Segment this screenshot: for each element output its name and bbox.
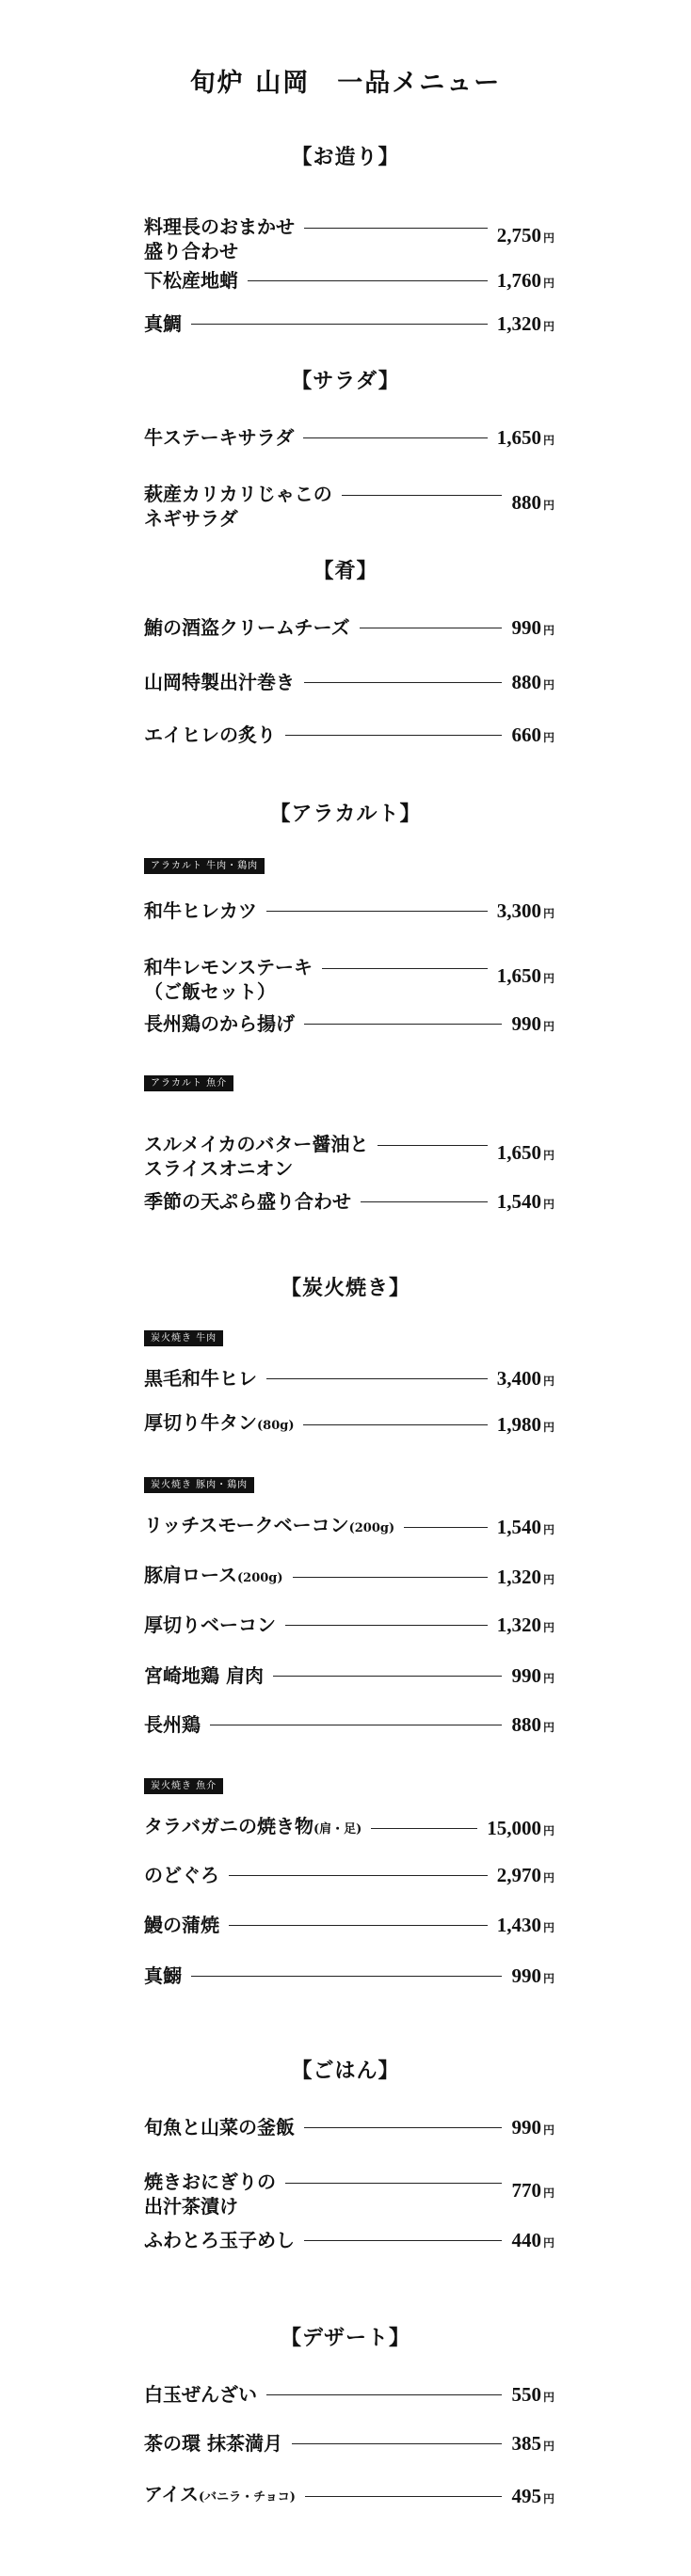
price-value: 3,300 [496,898,541,922]
yen-unit: 円 [542,1920,554,1934]
item-note: (肩・足) [313,1822,362,1837]
item-name [144,425,294,450]
price-value: 1,540 [496,1515,541,1538]
item-name-line: 和牛ヒレカツ [144,899,257,922]
leader-line [285,1625,488,1626]
item-price [497,1516,554,1539]
leader-line [285,2183,502,2184]
item-price [497,899,554,923]
category-badge: 炭火焼き 魚介 [144,1778,223,1794]
price-value: 1,320 [496,1613,541,1636]
item-note: (200g) [348,1521,395,1535]
menu-item [144,425,554,450]
section-title: 【デザート】 [280,2326,410,2350]
item-name [144,1814,362,1842]
item-price [511,1964,554,1988]
menu-item [144,268,554,293]
item-name [144,1563,283,1591]
item-name [144,1712,201,1737]
yen-unit: 円 [542,1620,554,1634]
item-price [511,2383,554,2407]
leader-line [266,2394,502,2395]
leader-line [304,1024,502,1025]
leader-line [322,968,488,969]
item-price [511,2229,554,2252]
category-badge: 炭火焼き 豚肉・鶏肉 [144,1477,254,1493]
item-price [497,1141,554,1165]
item-price [487,1817,554,1840]
item-name [144,2115,295,2139]
item-name-line: 季節の天ぷら盛り合わせ [144,1190,351,1213]
leader-line [229,1875,488,1876]
price-value: 770 [511,2179,541,2202]
item-name-line: リッチスモークベーコン [144,1514,349,1536]
leader-line [304,2240,502,2241]
item-name [144,1913,219,1937]
category-badge: アラカルト 牛肉・鶏肉 [144,858,265,874]
item-price [497,426,554,450]
leader-line [292,2443,503,2444]
menu-item [144,1663,554,1688]
item-price [497,1566,554,1589]
item-price [511,491,554,515]
yen-unit: 円 [542,1019,554,1033]
item-price [511,724,554,747]
item-price [497,1367,554,1391]
price-value: 440 [511,2228,541,2251]
yen-unit: 円 [542,1374,554,1388]
item-name [144,615,350,640]
menu-item [144,1814,554,1842]
category-badge: アラカルト 魚介 [144,1075,233,1091]
item-name [144,2382,257,2407]
leader-line [305,2496,503,2497]
item-name [144,1011,295,1036]
yen-unit: 円 [542,1522,554,1536]
section-title: 【ごはん】 [291,2059,400,2083]
item-name [144,955,313,1004]
item-name-line: 真鯛 [144,312,182,335]
item-note: (80g) [257,1419,295,1433]
yen-unit: 円 [542,1720,554,1734]
item-name-line: 料理長のおまかせ [144,215,295,238]
menu-item [144,1563,554,1591]
menu-item [144,1964,554,1988]
item-name [144,1366,257,1391]
section-title: 【アラカルト】 [269,802,422,826]
item-name-line: 豚肩ロース [144,1564,237,1586]
menu-item [144,1913,554,1937]
item-name-line: 萩産カリカリじゃこの [144,483,332,505]
price-value: 1,650 [496,964,541,987]
menu-item [144,1132,554,1181]
menu-item [144,2170,554,2218]
item-name [144,670,295,694]
price-value: 990 [511,1011,541,1035]
item-price [511,1664,554,1688]
item-price [497,312,554,336]
price-value: 990 [511,2115,541,2139]
yen-unit: 円 [542,276,554,290]
leader-line [285,735,502,736]
item-name-line: 鰻の蒲焼 [144,1914,219,1936]
price-value: 1,980 [496,1412,541,1436]
price-value: 880 [511,491,541,514]
section-title: 【サラダ】 [291,369,400,393]
yen-unit: 円 [542,2439,554,2453]
item-name [144,1132,368,1181]
yen-unit: 円 [542,2123,554,2137]
item-name-line: 長州鶏のから揚げ [144,1012,295,1035]
yen-unit: 円 [542,1823,554,1837]
item-price [497,1914,554,1937]
yen-unit: 円 [542,231,554,245]
yen-unit: 円 [542,1420,554,1434]
item-price [511,671,554,694]
item-name [144,1513,394,1541]
category-badge: 炭火焼き 牛肉 [144,1330,223,1346]
item-name-line2: 盛り合わせ [144,240,238,262]
leader-line [304,2127,502,2128]
leader-line [293,1577,488,1578]
item-name-line2: （ご飯セット） [144,980,276,1003]
menu-item [144,1712,554,1737]
item-name-line: 黒毛和牛ヒレ [144,1367,257,1390]
item-name-line: 牛ステーキサラダ [144,426,295,449]
item-name-line: 焼きおにぎりの [144,2171,276,2193]
price-value: 495 [511,2484,541,2507]
item-price [497,269,554,293]
leader-line [273,1676,503,1677]
leader-line [371,1828,477,1829]
price-value: 990 [511,1964,541,1987]
item-name-line: 旬魚と山菜の釜飯 [144,2116,295,2139]
item-price [497,1864,554,1887]
item-name-line: 真鰯 [144,1964,182,1987]
item-price [497,1413,554,1437]
section-title: 【お造り】 [291,145,400,169]
menu-item [144,2431,554,2456]
item-name [144,1964,182,1988]
menu-item [144,955,554,1004]
yen-unit: 円 [542,730,554,744]
price-value: 880 [511,670,541,693]
item-name [144,268,238,293]
item-price [511,1012,554,1036]
leader-line [304,682,502,683]
item-name-line: 山岡特製出汁巻き [144,671,295,693]
yen-unit: 円 [542,1870,554,1884]
item-price [497,964,554,988]
section-title: 【肴】 [313,559,378,583]
leader-line [342,495,503,496]
yen-unit: 円 [542,319,554,333]
item-name [144,1613,276,1637]
yen-unit: 円 [542,499,554,512]
item-name-line: 宮崎地鶏 肩肉 [144,1664,264,1687]
menu-item [144,615,554,640]
menu-item [144,2115,554,2139]
item-name-line: スルメイカのバター醤油と [144,1133,369,1155]
menu-item [144,670,554,694]
item-price [497,1190,554,1214]
price-value: 1,320 [496,311,541,335]
price-value: 990 [511,1663,541,1687]
yen-unit: 円 [542,1197,554,1211]
leader-line [191,1976,502,1977]
item-price [511,1713,554,1737]
item-name-line: ふわとろ玉子めし [144,2229,295,2251]
leader-line [361,1201,488,1202]
leader-line [266,911,488,912]
item-name-line: 下松産地蛸 [144,269,238,292]
leader-line [248,280,488,281]
price-value: 3,400 [496,1366,541,1390]
item-name [144,1410,294,1439]
menu-item [144,1189,554,1214]
item-name [144,1863,219,1887]
yen-unit: 円 [542,433,554,447]
item-name-line: 長州鶏 [144,1713,201,1736]
price-value: 2,970 [496,1863,541,1886]
item-name-line2: スライスオニオン [144,1157,294,1180]
yen-unit: 円 [542,1149,554,1162]
yen-unit: 円 [542,677,554,692]
item-name [144,2431,282,2456]
leader-line [404,1527,488,1528]
item-name-line: 和牛レモンステーキ [144,956,313,978]
leader-line [303,1424,487,1425]
item-price [511,2116,554,2139]
menu-item [144,898,554,923]
item-price [511,2432,554,2456]
yen-unit: 円 [542,2235,554,2250]
item-name-line: のどぐろ [144,1864,219,1886]
yen-unit: 円 [542,623,554,637]
leader-line [303,437,487,438]
menu-item [144,1366,554,1391]
item-name [144,2482,296,2510]
price-value: 1,430 [496,1913,541,1936]
price-value: 660 [511,723,541,746]
item-price [497,224,554,247]
item-name-line2: ネギサラダ [144,507,238,530]
price-value: 1,650 [496,425,541,449]
leader-line [304,228,488,229]
price-value: 15,000 [487,1816,541,1839]
leader-line [266,1378,488,1379]
item-name-line: 厚切りベーコン [144,1614,276,1636]
price-value: 385 [511,2431,541,2455]
menu-item [144,723,554,747]
item-name [144,1663,264,1688]
item-price [497,1614,554,1637]
price-value: 880 [511,1712,541,1736]
menu-item [144,1011,554,1036]
menu-item [144,1513,554,1541]
item-name [144,311,182,336]
item-name [144,898,257,923]
price-value: 1,320 [496,1565,541,1588]
yen-unit: 円 [542,1971,554,1985]
item-name-line: タラバガニの焼き物 [144,1815,313,1837]
item-name [144,2170,276,2218]
item-name [144,723,276,747]
menu-item [144,2382,554,2407]
menu-item [144,1410,554,1439]
yen-unit: 円 [542,1572,554,1586]
item-price [511,2179,554,2202]
yen-unit: 円 [542,1671,554,1685]
yen-unit: 円 [542,906,554,920]
item-note: (バニラ・チョコ) [199,2490,296,2504]
item-name-line: 茶の環 抹茶満月 [144,2432,282,2455]
price-value: 550 [511,2382,541,2406]
item-price [511,616,554,640]
menu-item [144,215,554,263]
yen-unit: 円 [542,2186,554,2200]
menu-item [144,1863,554,1887]
item-name-line: 鮪の酒盗クリームチーズ [144,616,350,639]
leader-line [378,1145,487,1146]
price-value: 990 [511,615,541,639]
item-name [144,482,332,531]
price-value: 2,750 [496,224,541,246]
item-name-line: アイス [144,2483,199,2505]
leader-line [191,324,488,325]
item-name [144,1189,351,1214]
price-value: 1,540 [496,1189,541,1213]
yen-unit: 円 [542,2491,554,2505]
yen-unit: 円 [542,2390,554,2404]
item-name [144,215,295,263]
leader-line [229,1925,488,1926]
item-name-line2: 出汁茶漬け [144,2195,238,2218]
item-price [511,2485,554,2508]
menu-item [144,482,554,531]
price-value: 1,760 [496,268,541,292]
menu-title: 旬炉 山岡 一品メニュー [189,69,502,98]
section-title: 【炭火焼き】 [280,1276,410,1300]
yen-unit: 円 [542,972,554,985]
item-name [144,2228,295,2252]
item-name-line: 白玉ぜんざい [144,2383,257,2406]
item-name-line: 厚切り牛タン [144,1411,257,1434]
menu-item [144,2228,554,2252]
price-value: 1,650 [496,1141,541,1164]
item-note: (200g) [237,1571,283,1585]
item-name-line: エイヒレの炙り [144,724,276,746]
menu-item [144,1613,554,1637]
menu-item [144,311,554,336]
menu-item [144,2482,554,2510]
